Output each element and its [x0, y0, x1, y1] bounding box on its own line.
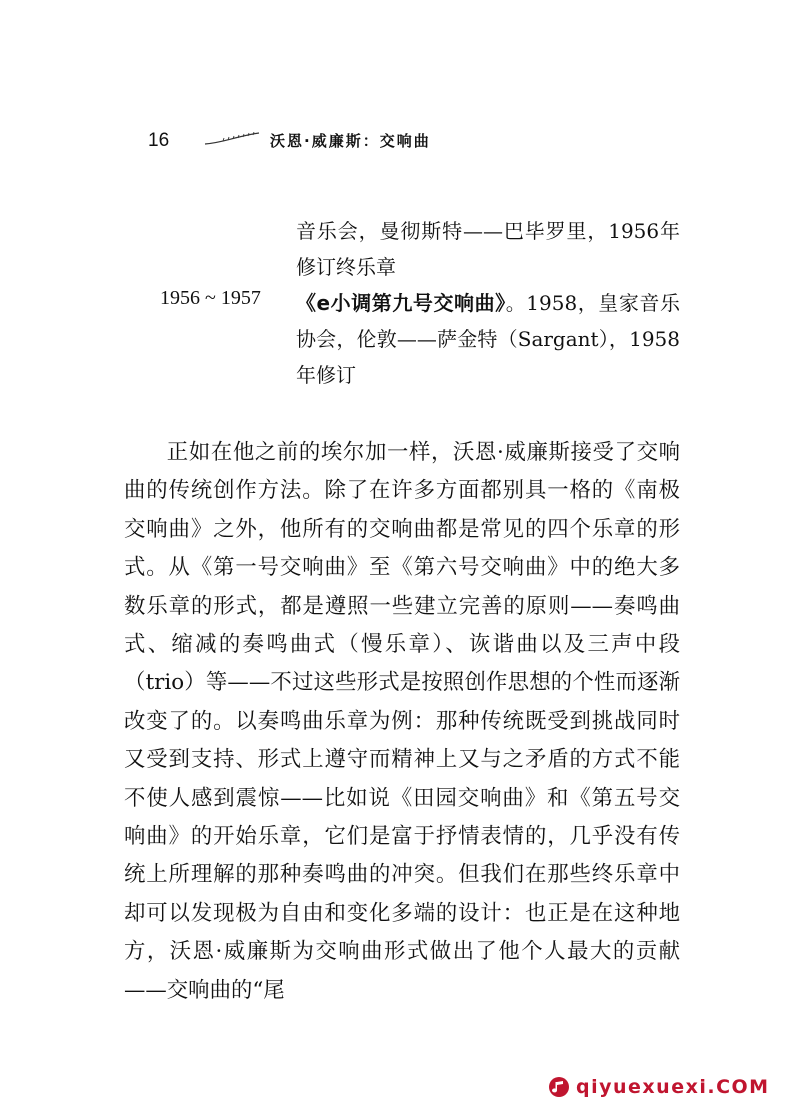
- body-paragraph: 正如在他之前的埃尔加一样，沃恩·威廉斯接受了交响曲的传统创作方法。除了在许多方面都别具一格的《南极交响曲》之外，他所有的交响曲都是常见的四个乐章的形式。从《第一号交响曲》至《第六号交响曲》中的绝大多数乐章的形式，都是遵照一些建立完善的原则——奏鸣曲式、缩减的奏鸣曲式（慢乐章）、诙谐曲以及三声中段（trio）等——不过这些形式是按照创作思想的个性而逐渐改变了的。以奏鸣曲乐章为例：那种传统既受到挑战同时又受到支持、形式上遵守而精神上又与之矛盾的方式不能不使人感到震惊——比如说《田园交响曲》和《第五号交响曲》的开始乐章，它们是富于抒情表情的，几乎没有传统上所理解的那种奏鸣曲的冲突。但我们在那些终乐章中却可以发现极为自由和变化多端的设计：也正是在这种地方，沃恩·威廉斯为交响曲形式做出了他个人最大的贡献——交响曲的“尾: [124, 440, 680, 1003]
- chronology-year: 1956 ~ 1957: [160, 287, 261, 309]
- chronology-segment: 。1958，皇家音乐协会，伦敦——萨金特（Sargant），1958年修订: [296, 291, 680, 387]
- chronology-entry: [160, 285, 680, 393]
- chronology-list: [160, 213, 680, 393]
- site-watermark: [548, 1076, 770, 1098]
- watermark-text: qiyuexuexi.COM: [576, 1076, 770, 1098]
- page-number: 16: [148, 130, 170, 151]
- chronology-text: [296, 285, 680, 393]
- flourish-ornament-icon: [203, 132, 261, 146]
- music-note-logo-icon: [548, 1076, 570, 1098]
- chronology-entry: [160, 213, 680, 285]
- running-title: 沃恩·威廉斯：交响曲: [270, 132, 431, 150]
- chronology-segment: 音乐会，曼彻斯特——巴毕罗里，1956年修订终乐章: [296, 219, 680, 279]
- symphony-title: 《e小调第九号交响曲》: [296, 291, 506, 315]
- chronology-text: [296, 213, 680, 285]
